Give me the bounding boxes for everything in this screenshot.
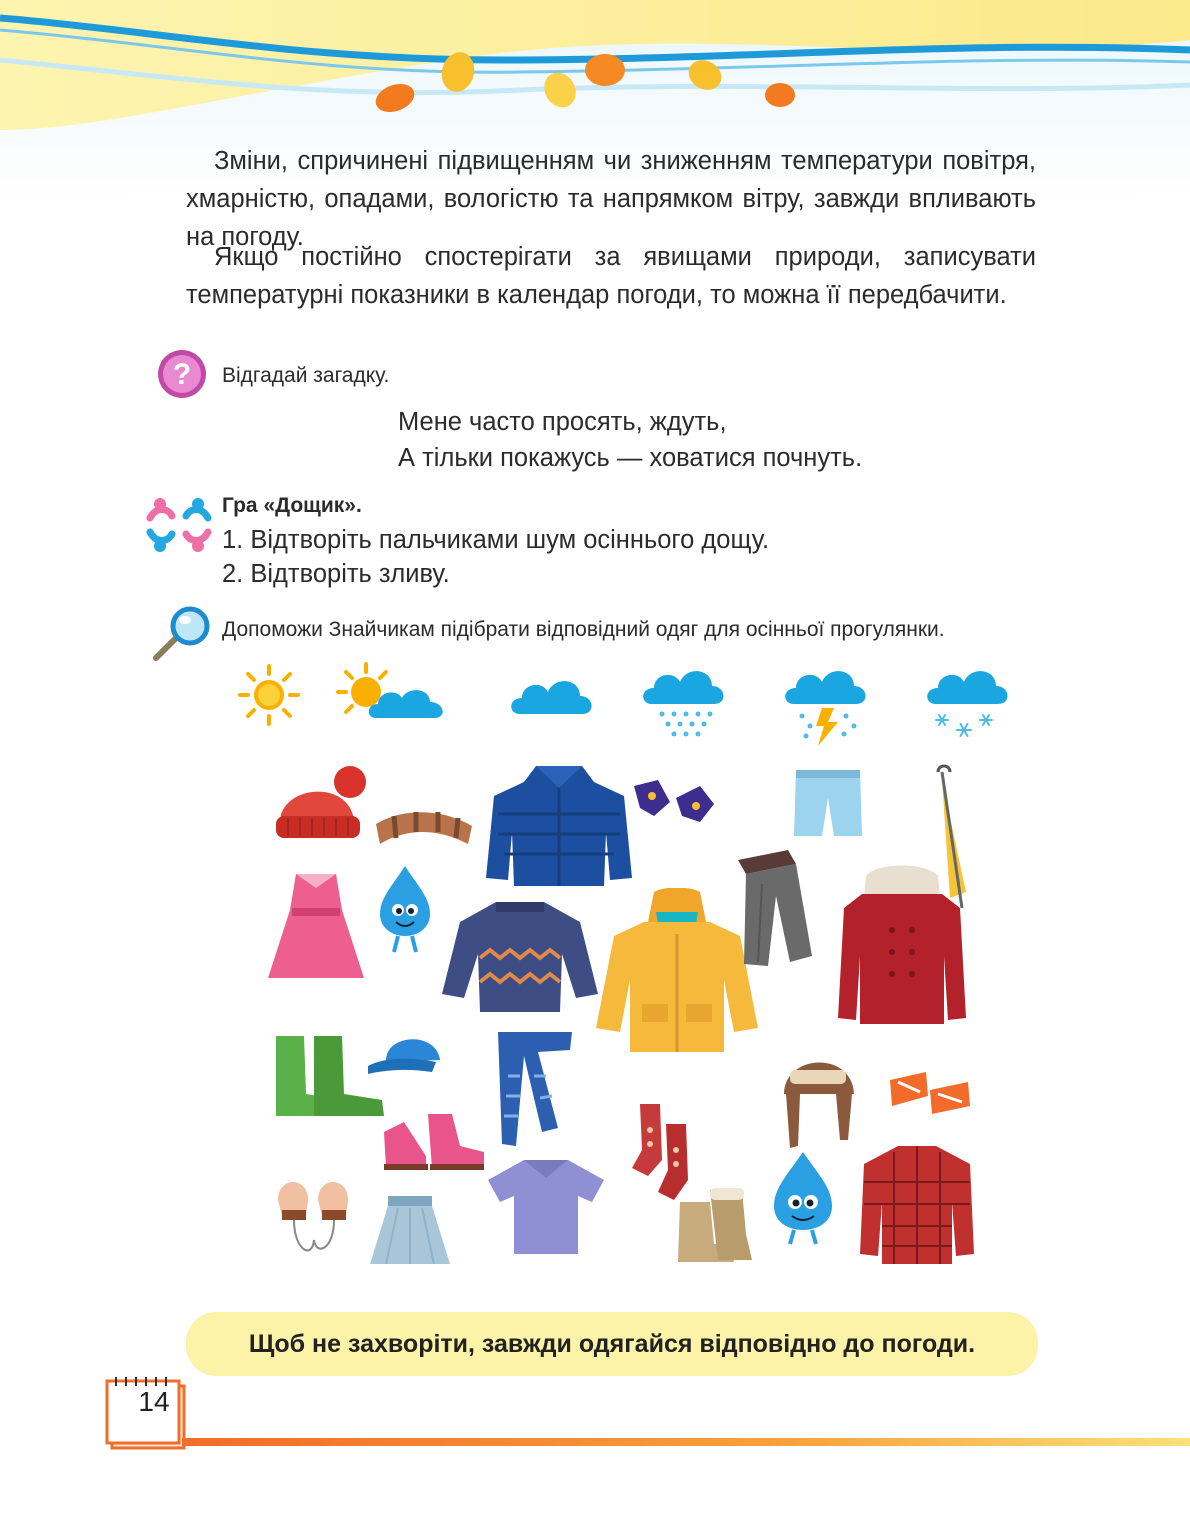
sandals-icon [886,1060,972,1118]
knit-scarf-icon [494,1026,576,1152]
partly-cloudy-icon [336,662,454,726]
felt-boots-icon [670,1180,754,1264]
question-icon [156,348,208,400]
trousers-icon [732,844,814,968]
cap-icon [366,1026,448,1078]
gloves-icon [630,776,716,824]
mittens-icon [272,1170,356,1266]
riddle-line: А тільки покажусь — ховатися почнуть. [398,444,863,472]
dress-icon [266,870,366,984]
shorts-icon [792,766,864,840]
plaid-shirt-icon [858,1142,976,1268]
puffer-jacket-icon [484,760,634,888]
rule-banner [186,1312,1038,1376]
magnifier-icon [150,606,216,664]
rule-text: Щоб не захворіти, завжди одягайся відповідно до погоди. [248,1329,976,1358]
droplet-character-icon [374,864,436,954]
clothes-task-text: Допоможи Знайчикам підібрати відповідний одяг для осінньої прогулянки. [222,618,945,641]
red-coat-icon [836,860,968,1028]
scarf-icon [372,800,476,860]
footer-line [182,1438,1190,1446]
page-number: 14 [138,1386,170,1417]
paragraph-2: Якщо постійно спостерігати за явищами природи, записувати температурні показники в календар погоди, то можна її передбачити. [186,243,1036,309]
droplet-character-icon [764,1150,842,1246]
knit-hat-icon [268,764,378,844]
skirt-icon [368,1194,452,1266]
riddle [398,404,862,476]
group-play-icon [146,492,212,558]
sweater-icon [440,898,600,1016]
riddle-task-text: Відгадай загадку. [222,364,390,387]
t-shirt-icon [486,1156,606,1256]
paragraph-1: Зміни, спричинені підвищенням чи зниженням температури повітря, хмарністю, опадами, вологістю та напрямком вітру, завжди впливають на погоду. [186,147,1036,251]
game-item: 1. Відтворіть пальчиками шум осіннього дощу. [222,526,770,554]
thunderstorm-icon [782,664,872,748]
game-title: Гра «Дощик». [222,494,362,517]
pink-boots-icon [380,1110,486,1174]
riddle-line: Мене часто просять, ждуть, [398,408,727,436]
fur-hat-icon [776,1040,860,1158]
rain-icon [640,664,730,742]
cloud-icon [508,670,594,718]
game-item: 2. Відтворіть зливу. [222,560,450,588]
sun-icon [238,664,300,726]
svg-text:?: ? [172,358,192,391]
snow-icon [924,664,1014,744]
